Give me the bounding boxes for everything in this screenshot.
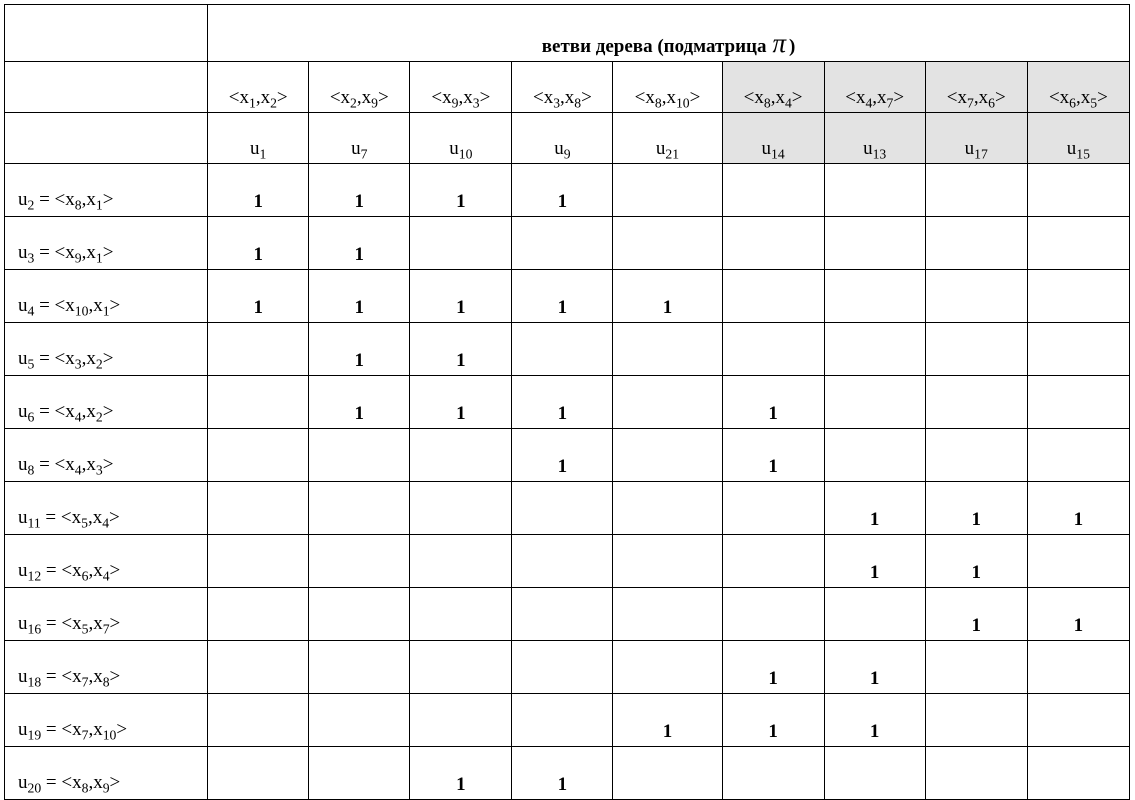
matrix-cell xyxy=(1027,747,1129,800)
vertex-index: 1 xyxy=(248,95,256,111)
matrix-cell: 1 xyxy=(512,270,613,323)
matrix-cell: 1 xyxy=(309,376,410,429)
edge-name: u xyxy=(250,138,260,159)
matrix-cell: 1 xyxy=(208,217,309,270)
matrix-cell xyxy=(1027,694,1129,747)
matrix-title xyxy=(208,5,1130,62)
matrix-cell xyxy=(410,694,512,747)
vertex-name: x xyxy=(260,87,271,108)
edge-index: 11 xyxy=(27,515,41,531)
matrix-cell xyxy=(824,429,925,482)
matrix-cell: 1 xyxy=(410,164,512,217)
vertex-index: 7 xyxy=(967,95,974,111)
vertex-index: 2 xyxy=(270,95,277,111)
incidence-matrix-table xyxy=(4,4,1130,800)
vertex-name: x xyxy=(1059,87,1070,108)
vertex-name: x xyxy=(92,507,103,528)
vertex-index: 2 xyxy=(95,356,103,372)
matrix-cell: 1 xyxy=(410,747,512,800)
vertex-index: 9 xyxy=(451,95,459,111)
row-label: $u_5 = <x_3,x_2>$ xyxy=(5,323,208,376)
matrix-cell: 1 xyxy=(309,164,410,217)
edge-index: 21 xyxy=(665,146,680,162)
matrix-cell: 1 xyxy=(722,376,824,429)
matrix-cell xyxy=(613,164,722,217)
matrix-cell: 1 xyxy=(824,694,925,747)
matrix-cell xyxy=(1027,323,1129,376)
vertex-name: x xyxy=(93,772,103,793)
vertex-name: x xyxy=(855,87,866,108)
matrix-cell xyxy=(1027,641,1129,694)
matrix-cell xyxy=(824,164,925,217)
matrix-cell: 1 xyxy=(410,323,512,376)
matrix-cell: 1 xyxy=(824,641,925,694)
matrix-cell xyxy=(925,694,1027,747)
matrix-cell xyxy=(925,323,1027,376)
matrix-cell: 1 xyxy=(613,694,722,747)
matrix-cell xyxy=(824,376,925,429)
vertex-name: x xyxy=(1080,87,1091,108)
matrix-cell xyxy=(410,482,512,535)
edge-index: 10 xyxy=(458,146,473,162)
vertex-name: x xyxy=(65,295,75,316)
matrix-cell: 1 xyxy=(309,217,410,270)
row-label: $u_4 = <x_{10},x_1>$ xyxy=(5,270,208,323)
matrix-cell xyxy=(824,747,925,800)
edge-name: u xyxy=(554,138,564,159)
column-edge-label xyxy=(512,113,613,164)
matrix-cell: 1 xyxy=(512,164,613,217)
vertex-name: x xyxy=(86,242,96,263)
vertex-index: 6 xyxy=(988,95,995,111)
edge-index: 20 xyxy=(27,780,42,796)
edge-index: 16 xyxy=(27,621,42,637)
matrix-cell xyxy=(925,429,1027,482)
matrix-cell: 1 xyxy=(410,376,512,429)
matrix-cell xyxy=(512,217,613,270)
vertex-index: 8 xyxy=(102,674,110,690)
edge-index: 12 xyxy=(27,568,42,584)
corner-cell xyxy=(5,5,208,62)
matrix-cell xyxy=(722,164,824,217)
matrix-cell: 1 xyxy=(824,535,925,588)
matrix-cell xyxy=(824,217,925,270)
edge-name: u xyxy=(18,454,28,475)
vertex-name: x xyxy=(442,87,452,108)
table-row xyxy=(5,323,1130,376)
title-row xyxy=(5,5,1130,62)
edge-name: u xyxy=(863,138,873,159)
vertex-index: 4 xyxy=(102,515,110,531)
vertex-index: 9 xyxy=(102,780,110,796)
column-vertex-pair: $<x_3,x_8>$ xyxy=(512,62,613,113)
vertex-name: x xyxy=(877,87,887,108)
matrix-cell xyxy=(309,747,410,800)
edge-name: u xyxy=(18,560,28,581)
vertex-index: 6 xyxy=(81,568,89,584)
vertex-name: x xyxy=(72,719,82,740)
vertex-name: x xyxy=(65,242,75,263)
vertex-index: 7 xyxy=(81,674,89,690)
matrix-cell xyxy=(613,588,722,641)
vertex-index: 2 xyxy=(350,95,357,111)
matrix-cell: 1 xyxy=(824,482,925,535)
table-row xyxy=(5,482,1130,535)
edge-name: u xyxy=(18,666,28,687)
matrix-cell xyxy=(613,641,722,694)
matrix-cell xyxy=(925,217,1027,270)
row-label: $u_{20} = <x_8,x_9>$ xyxy=(5,747,208,800)
matrix-cell xyxy=(512,482,613,535)
matrix-cell: 1 xyxy=(925,535,1027,588)
vertex-name: x xyxy=(72,613,82,634)
matrix-cell xyxy=(722,482,824,535)
vertex-index: 8 xyxy=(81,780,89,796)
matrix-cell xyxy=(722,323,824,376)
edge-name: u xyxy=(761,138,771,159)
edge-name: u xyxy=(351,138,361,159)
matrix-cell xyxy=(208,429,309,482)
vertex-index: 7 xyxy=(102,621,110,637)
edge-name: u xyxy=(18,507,28,528)
edge-name: u xyxy=(18,401,28,422)
matrix-cell xyxy=(410,641,512,694)
matrix-cell: 1 xyxy=(925,588,1027,641)
matrix-cell xyxy=(1027,535,1129,588)
matrix-cell xyxy=(1027,217,1129,270)
edge-name: u xyxy=(18,719,28,740)
vertex-index: 3 xyxy=(553,95,561,111)
edge-index: 4 xyxy=(27,303,35,319)
vertex-name: x xyxy=(666,87,676,108)
matrix-cell xyxy=(722,535,824,588)
vertex-index: 2 xyxy=(95,409,103,425)
vertex-name: x xyxy=(65,189,75,210)
vertex-name: x xyxy=(93,560,103,581)
column-edge-label xyxy=(1027,113,1129,164)
table-row xyxy=(5,694,1130,747)
edge-name: u xyxy=(1066,138,1077,159)
vertex-index: 7 xyxy=(886,95,894,111)
vertex-index: 6 xyxy=(1069,95,1077,111)
matrix-cell xyxy=(613,376,722,429)
matrix-cell xyxy=(925,164,1027,217)
column-edge-label xyxy=(824,113,925,164)
pi-symbol: π xyxy=(772,28,787,58)
vertex-name: x xyxy=(86,189,96,210)
matrix-cell xyxy=(309,694,410,747)
edge-label-header-row xyxy=(5,113,1130,164)
matrix-cell xyxy=(309,641,410,694)
matrix-cell xyxy=(309,588,410,641)
matrix-cell xyxy=(512,323,613,376)
vertex-name: x xyxy=(86,401,96,422)
corner-cell xyxy=(5,62,208,113)
vertex-index: 1 xyxy=(102,303,110,319)
vertex-index: 10 xyxy=(74,303,89,319)
edge-name: u xyxy=(18,189,28,210)
matrix-cell xyxy=(208,747,309,800)
matrix-cell xyxy=(410,429,512,482)
vertex-name: x xyxy=(93,295,103,316)
matrix-cell xyxy=(208,323,309,376)
title-close: ) xyxy=(789,36,796,57)
table-row xyxy=(5,747,1130,800)
column-vertex-pair: $<x_9,x_3>$ xyxy=(410,62,512,113)
matrix-cell xyxy=(208,588,309,641)
vertex-name: x xyxy=(340,87,351,108)
edge-name: u xyxy=(964,138,975,159)
matrix-cell: 1 xyxy=(722,641,824,694)
matrix-cell: 1 xyxy=(512,747,613,800)
vertex-index: 5 xyxy=(81,515,88,531)
matrix-cell: 1 xyxy=(309,270,410,323)
matrix-cell xyxy=(613,535,722,588)
edge-index: 2 xyxy=(27,197,35,213)
matrix-cell xyxy=(410,588,512,641)
matrix-cell xyxy=(512,588,613,641)
table-row xyxy=(5,376,1130,429)
column-vertex-pair: $<x_4,x_7>$ xyxy=(824,62,925,113)
matrix-cell: 1 xyxy=(512,429,613,482)
vertex-index: 1 xyxy=(95,197,103,213)
column-edge-label xyxy=(208,113,309,164)
edge-name: u xyxy=(18,295,28,316)
edge-index: 19 xyxy=(27,727,42,743)
matrix-cell: 1 xyxy=(410,270,512,323)
matrix-cell xyxy=(512,694,613,747)
edge-name: u xyxy=(655,138,666,159)
matrix-cell xyxy=(925,641,1027,694)
matrix-cell xyxy=(1027,429,1129,482)
vertex-name: x xyxy=(543,87,554,108)
row-label: $u_{19} = <x_7,x_{10}>$ xyxy=(5,694,208,747)
column-vertex-pair: $<x_2,x_9>$ xyxy=(309,62,410,113)
matrix-cell xyxy=(613,323,722,376)
vertex-index: 9 xyxy=(371,95,378,111)
table-row xyxy=(5,429,1130,482)
vertex-index: 8 xyxy=(574,95,582,111)
edge-index: 14 xyxy=(771,146,785,162)
vertex-name: x xyxy=(775,87,785,108)
vertex-index: 4 xyxy=(74,462,82,478)
edge-index: 13 xyxy=(872,146,887,162)
matrix-cell xyxy=(925,270,1027,323)
vertex-index: 5 xyxy=(1090,95,1098,111)
table-row xyxy=(5,217,1130,270)
matrix-cell xyxy=(208,535,309,588)
matrix-cell xyxy=(309,482,410,535)
vertex-index: 4 xyxy=(865,95,873,111)
matrix-cell xyxy=(410,535,512,588)
vertex-name: x xyxy=(72,666,82,687)
vertex-pair-header-row xyxy=(5,62,1130,113)
column-edge-label xyxy=(722,113,824,164)
vertex-name: x xyxy=(65,401,75,422)
vertex-name: x xyxy=(93,613,103,634)
vertex-name: x xyxy=(65,348,75,369)
matrix-cell xyxy=(1027,164,1129,217)
vertex-index: 10 xyxy=(102,727,117,743)
vertex-index: 4 xyxy=(784,95,792,111)
column-vertex-pair: $<x_8,x_{10}>$ xyxy=(613,62,722,113)
vertex-index: 3 xyxy=(472,95,480,111)
vertex-index: 7 xyxy=(81,727,89,743)
matrix-cell xyxy=(824,588,925,641)
column-vertex-pair: $<x_1,x_2>$ xyxy=(208,62,309,113)
edge-name: u xyxy=(18,242,28,263)
row-label: $u_{12} = <x_6,x_4>$ xyxy=(5,535,208,588)
matrix-cell xyxy=(824,270,925,323)
row-label: $u_2 = <x_8,x_1>$ xyxy=(5,164,208,217)
table-row xyxy=(5,164,1130,217)
edge-index: 15 xyxy=(1076,146,1090,162)
vertex-index: 4 xyxy=(74,409,82,425)
row-label: $u_3 = <x_9,x_1>$ xyxy=(5,217,208,270)
vertex-name: x xyxy=(645,87,655,108)
vertex-index: 8 xyxy=(654,95,662,111)
vertex-index: 10 xyxy=(675,95,690,111)
vertex-name: x xyxy=(239,87,249,108)
vertex-index: 3 xyxy=(74,356,82,372)
vertex-name: x xyxy=(978,87,989,108)
row-label: $u_6 = <x_4,x_2>$ xyxy=(5,376,208,429)
vertex-index: 3 xyxy=(95,462,103,478)
edge-name: u xyxy=(18,613,28,634)
vertex-name: x xyxy=(957,87,968,108)
edge-index: 18 xyxy=(27,674,42,690)
vertex-index: 5 xyxy=(81,621,89,637)
row-label: $u_{16} = <x_5,x_7>$ xyxy=(5,588,208,641)
matrix-cell xyxy=(1027,270,1129,323)
matrix-cell xyxy=(309,429,410,482)
vertex-name: x xyxy=(93,719,103,740)
matrix-cell xyxy=(613,217,722,270)
column-vertex-pair: $<x_7,x_6>$ xyxy=(925,62,1027,113)
matrix-cell xyxy=(309,535,410,588)
edge-index: 7 xyxy=(360,146,368,162)
edge-name: u xyxy=(18,348,28,369)
vertex-index: 1 xyxy=(95,250,103,266)
matrix-cell: 1 xyxy=(208,164,309,217)
vertex-name: x xyxy=(564,87,575,108)
matrix-cell xyxy=(925,376,1027,429)
vertex-name: x xyxy=(71,507,82,528)
edge-index: 9 xyxy=(563,146,571,162)
matrix-cell: 1 xyxy=(512,376,613,429)
matrix-cell xyxy=(208,482,309,535)
matrix-cell xyxy=(208,694,309,747)
corner-cell xyxy=(5,113,208,164)
matrix-cell xyxy=(512,641,613,694)
title-text: ветви дерева (подматрица xyxy=(541,36,767,57)
row-label: $u_{11} = <x_5,x_4>$ xyxy=(5,482,208,535)
matrix-cell xyxy=(208,376,309,429)
column-edge-label xyxy=(925,113,1027,164)
matrix-cell xyxy=(410,217,512,270)
matrix-cell: 1 xyxy=(722,694,824,747)
column-edge-label xyxy=(613,113,722,164)
matrix-cell xyxy=(722,588,824,641)
matrix-cell: 1 xyxy=(722,429,824,482)
row-label: $u_{18} = <x_7,x_8>$ xyxy=(5,641,208,694)
vertex-name: x xyxy=(72,772,82,793)
table-row xyxy=(5,588,1130,641)
vertex-name: x xyxy=(65,454,75,475)
matrix-cell: 1 xyxy=(208,270,309,323)
table-row xyxy=(5,641,1130,694)
matrix-cell xyxy=(722,270,824,323)
table-row xyxy=(5,535,1130,588)
vertex-index: 4 xyxy=(102,568,110,584)
vertex-name: x xyxy=(72,560,82,581)
edge-index: 3 xyxy=(27,250,35,266)
matrix-cell xyxy=(1027,376,1129,429)
matrix-cell xyxy=(208,641,309,694)
vertex-index: 9 xyxy=(74,250,82,266)
edge-name: u xyxy=(18,772,28,793)
matrix-cell xyxy=(925,747,1027,800)
edge-name: u xyxy=(449,138,459,159)
matrix-cell xyxy=(613,429,722,482)
vertex-name: x xyxy=(754,87,764,108)
vertex-name: x xyxy=(361,87,372,108)
vertex-name: x xyxy=(86,348,96,369)
edge-index: 8 xyxy=(27,462,35,478)
matrix-cell xyxy=(512,535,613,588)
table-row xyxy=(5,270,1130,323)
matrix-cell: 1 xyxy=(309,323,410,376)
vertex-name: x xyxy=(463,87,473,108)
matrix-cell: 1 xyxy=(925,482,1027,535)
matrix-cell: 1 xyxy=(1027,588,1129,641)
vertex-name: x xyxy=(86,454,96,475)
matrix-cell xyxy=(613,482,722,535)
edge-index: 5 xyxy=(27,356,35,372)
edge-index: 1 xyxy=(259,146,267,162)
vertex-name: x xyxy=(93,666,103,687)
column-vertex-pair: $<x_6,x_5>$ xyxy=(1027,62,1129,113)
matrix-cell xyxy=(722,747,824,800)
matrix-cell: 1 xyxy=(1027,482,1129,535)
matrix-cell xyxy=(722,217,824,270)
edge-index: 17 xyxy=(974,146,988,162)
row-label: $u_8 = <x_4,x_3>$ xyxy=(5,429,208,482)
column-edge-label xyxy=(410,113,512,164)
matrix-cell xyxy=(824,323,925,376)
column-edge-label xyxy=(309,113,410,164)
column-vertex-pair: $<x_8,x_4>$ xyxy=(722,62,824,113)
edge-index: 6 xyxy=(27,409,35,425)
matrix-cell: 1 xyxy=(613,270,722,323)
vertex-index: 8 xyxy=(74,197,82,213)
vertex-index: 8 xyxy=(763,95,771,111)
matrix-cell xyxy=(613,747,722,800)
